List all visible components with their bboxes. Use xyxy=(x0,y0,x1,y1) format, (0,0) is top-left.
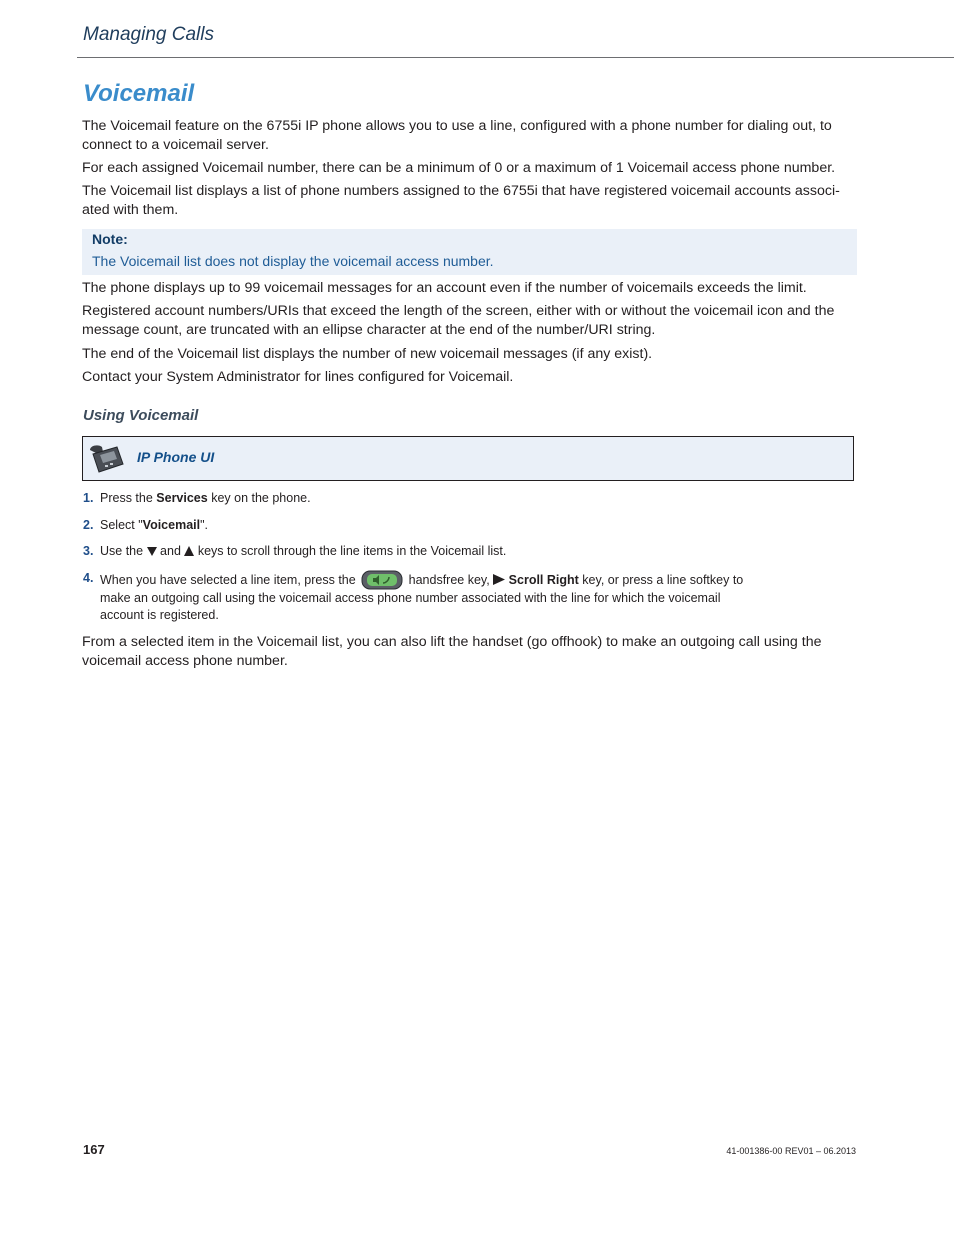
header-section-title: Managing Calls xyxy=(83,24,214,45)
message-limit-paragraph: The phone displays up to 99 voicemail messages for an account even if the number of voicemails exceeds the limit. xyxy=(82,280,807,296)
handsfree-key-icon xyxy=(361,570,403,590)
note-box xyxy=(82,229,857,275)
ip-phone-ui-label: IP Phone UI xyxy=(137,449,215,465)
scroll-right-arrow-icon xyxy=(493,574,505,585)
note-body: The Voicemail list does not display the voicemail access number. xyxy=(92,253,494,269)
step-number: 3. xyxy=(83,544,94,558)
admin-contact-paragraph: Contact your System Administrator for lines configured for Voicemail. xyxy=(82,369,514,385)
step-number: 2. xyxy=(83,518,94,532)
note-title: Note: xyxy=(92,231,128,247)
ip-phone-ui-banner xyxy=(82,436,854,481)
up-arrow-key-icon xyxy=(184,546,194,556)
offhook-paragraph: From a selected item in the Voicemail list, you can also lift the handset (go offhook) to make an outgoing call using the voicemail access phone number. xyxy=(82,634,822,669)
document-reference: 41-001386-00 REV01 – 06.2013 xyxy=(726,1146,856,1156)
down-arrow-key-icon xyxy=(147,546,157,556)
truncation-paragraph: Registered account numbers/URIs that exceed the length of the screen, either with or without the voicemail icon and the message count, are truncated with an ellipse character at the end of the number/URI string. xyxy=(82,303,835,338)
step-text: Select "Voicemail". xyxy=(100,518,209,532)
step-number: 1. xyxy=(83,491,94,505)
voicemail-option-label: Voicemail xyxy=(142,518,201,532)
desk-phone-icon xyxy=(87,442,125,474)
page-title: Voicemail xyxy=(83,80,195,107)
section-subheading: Using Voicemail xyxy=(83,407,199,424)
intro-paragraph: The Voicemail feature on the 6755i IP phone allows you to use a line, configured with a phone number for dialing out, to connect to a voicemail server. xyxy=(82,118,832,153)
header-divider xyxy=(77,57,954,58)
scroll-right-key-label: Scroll Right xyxy=(508,573,579,587)
step-text: When you have selected a line item, press the handsfree key, Scroll Right key, or press a line softkey to make an outgoing call using the voicemail access phone number associated with the line for which the voicemail account is registered. xyxy=(100,570,750,624)
new-messages-paragraph: The end of the Voicemail list displays the number of new voicemail messages (if any exist). xyxy=(82,346,653,362)
step-text: Press the Services key on the phone. xyxy=(100,491,311,505)
page-number: 167 xyxy=(83,1142,105,1157)
services-key-label: Services xyxy=(156,491,208,505)
step-text: Use the and keys to scroll through the line items in the Voicemail list. xyxy=(100,544,507,558)
voicemail-list-paragraph: The Voicemail list displays a list of phone numbers assigned to the 6755i that have registered voicemail accounts associ-ated with them. xyxy=(82,183,840,218)
step-number: 4. xyxy=(83,571,94,585)
access-number-paragraph: For each assigned Voicemail number, there can be a minimum of 0 or a maximum of 1 Voicemail access phone number. xyxy=(82,160,836,176)
